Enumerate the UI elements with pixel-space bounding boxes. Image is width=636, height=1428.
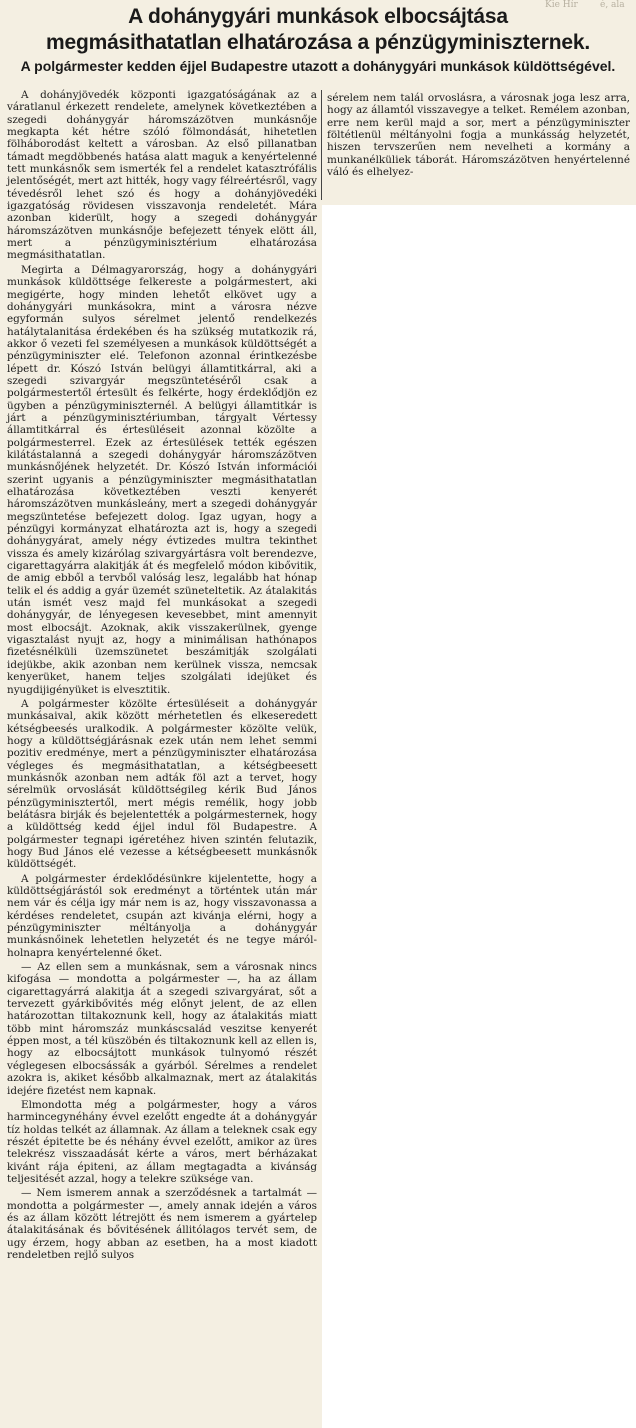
paragraph: A dohányjövedék központi igazgatóságának az a váratlanul érkezett rendelete, amelynek következtében a szegedi dohánygyár háromszázötven munkásnője megkapta két hétre szóló fölmondását, hihetetlen fölháborodást keltett a városban. Az első pillanatban támadt megdöbbenés hatása alatt maguk a kenyértelenné tett munkásnők sem ismerték fel a rendelet katasztrófális jelentőségét, mert azt hitték, hogy vagy félreértésről, vagy tévedésről lehet szó és hogy a dohányjövedéki igazgatóság rövidesen visszavonja rendeletét. Mára azonban kiderült, hogy a szegedi dohánygyár háromszázötven munkásnője befejezett tények elött áll, mert a pénzügyminisztérium elhatározása megmásithatatlan. <box>7 89 317 262</box>
paragraph: sérelem nem talál orvoslásra, a városnak joga lesz arra, hogy az államtól visszavegye a telket. Remélem azonban, erre nem kerül majd a sor, mert a pénzügyminiszter föltétlenül méltányolni fogja a munkásság helyzetét, hiszen tervszerűen nem nevelheti a kormány a munkanélküliek táborát. Háromszázötven henyértelenné váló és elhelyez- <box>327 92 630 179</box>
column-divider <box>321 90 322 200</box>
headline-line-2: megmásithatatlan elhatározása a pénzügyminiszternek. <box>46 31 590 54</box>
paragraph: Megirta a Délmagyarország, hogy a dohánygyári munkások küldöttsége felkereste a polgármestert, aki megigérte, hogy minden lehetőt elkövet ugy a dohánygyári munkásokra, mint a városra nézve egyformán sulyos sérelmet jelentő rendelkezés hatálytalanitása érdekében és ha szükség mutatkozik rá, akkor ő vezeti fel személyesen a munkások küldöttségét a pénzügyminiszter elé. Telefonon azonnal érintkezésbe lépett dr. Kószó István belügyi államtitkárral, aki a szegedi szivargyár megszüntetéséről csak a polgármestertől értesült és felkérte, hogy érdeklődjön ez ügyben a pénzügyminiszternél. A belügyi államtitkár is járt a pénzügyminisztériumban, tárgyalt Vértessy államtitkárral és értesüléseit azonnal közölte a polgármesterrel. Ezek az értesülések tették egészen kilátástalanná a szegedi dohánygyár háromszázötven munkásnőjének helyzetét. Dr. Kószó István információi szerint ugyanis a pénzügyminiszter megmásithatatlan elhatározása következtében veszti kenyerét háromszázötven munkásleány, mert a szegedi dohánygyár megszüntetése befejezett dolog. Igaz ugyan, hogy a pénzügyi kormányzat elhatározta azt is, hogy a szegedi dohánygyárat, amely négy évtizedes multra tekinthet vissza és amely kizárólag szivargyártásra volt berendezve, cigarettagyárra alakitják át és megfelelő módon kibővitik, de amig ebből a tervből valóság lesz, legalább hat hónap telik el és addig a gyár üzemét szüneteltetik. Az átalakitás után ismét vesz majd fel munkásokat a szegedi dohánygyár, de lényegesen kevesebbet, mint amennyit most elbocsájt. Azoknak, akik visszakerülnek, gyenge vigasztalást nyujt az, hogy a minimálisan hathónapos fizetésnélküli üzemszünetet beszámitják szolgálati idejükbe, akik azonban nem kerülnek vissza, nemcsak kenyerüket, hanem teljes szolgálati idejüket és nyugdijigényüket is elvesztitik. <box>7 263 317 696</box>
paragraph: — Az ellen sem a munkásnak, sem a városnak nincs kifogása — mondotta a polgármester —, ha az állam cigarettagyárrá alakitja át a szegedi szivargyárat, sőt a tervezett gyárkibővités még előnyt jelent, de az ellen határozottan tiltakoznunk kell, hogy az átalakitás miatt több mint háromszáz munkáscsalád veszitse kenyerét éppen most, a tél küszöbén és tiltakoznunk kell az ellen is, hogy az elbocsájtott munkások tulnyomó részét véglegesen elbocsássák a gyárból. Sérelmes a rendelet azokra is, akiket később alkalmaznak, mert az átalakitás idejére fizetést nem kapnak. <box>7 961 317 1097</box>
article-body-left <box>7 89 317 1261</box>
headline-line-1: A dohánygyári munkások elbocsájtása <box>128 5 508 28</box>
paragraph: — Nem ismerem annak a szerződésnek a tartalmát — mondotta a polgármester —, amely annak idején a város és az állam között létrejött és nem ismerem a gyártelep átalakitásának és bővitésének állitólagos tervét sem, de ugy érzem, hogy abban az esetben, ha a most kiadott rendeletben rejlő sulyos <box>7 1187 317 1261</box>
article-headline <box>2 2 634 74</box>
margin-fragment: Kie Hír <box>545 0 578 10</box>
article-body-right <box>327 92 630 178</box>
margin-fragment: é, ala <box>600 0 625 10</box>
paragraph: A polgármester érdeklődésünkre kijelentette, hogy a küldöttségjárástól sok eredményt a történtek után már nem vár és célja igy már nem is az, hogy visszavonassa a kérdéses rendeletet, csupán azt kivánja elérni, hogy a pénzügyminiszter méltányolja a dohánygyár munkásnőinek lehetetlen helyzetét és ne tegye máról-holnapra kenyértelenné őket. <box>7 872 317 959</box>
article-subheadline: A polgármester kedden éjjel Budapestre utazott a dohánygyári munkások küldöttségével. <box>20 58 616 74</box>
paragraph: Elmondotta még a polgármester, hogy a város harmincegynéhány évvel ezelőtt engedte át a dohánygyár tíz holdas telkét az államnak. Az állam a teleknek csak egy részét épitette be és néhány évvel ezelőtt, amikor az üres telekrész visszaadását kérte a város, mert bérházakat kivánt rája épiteni, az állam megtagadta a kivánság teljesitését azzal, hogy a telekre szüksége van. <box>7 1098 317 1185</box>
paragraph: A polgármester közölte értesüléseit a dohánygyár munkásaival, akik között mérhetetlen és elkeseredett kétségbeesés uralkodik. A polgármester közölte velük, hogy a küldöttségjárásnak ezek után nem lehet semmi pozitiv eredménye, mert a pénzügyminiszter elhatározása végleges és megmásithatatlan, a kétségbeesett munkásnők azonban nem adták föl azt a tervet, hogy sérelmük orvoslását küldöttségileg kérik Bud János pénzügyminisztertől, mert mégis remélik, hogy jobb belátásra birják és bejelentették a polgármesternek, hogy a küldöttség kedd éjjel indul föl Budapestre. A polgármester tegnapi igéretéhez hiven szintén felutazik, hogy Bud János elé vezesse a kétségbeesett munkásnők küldöttségét. <box>7 697 317 871</box>
